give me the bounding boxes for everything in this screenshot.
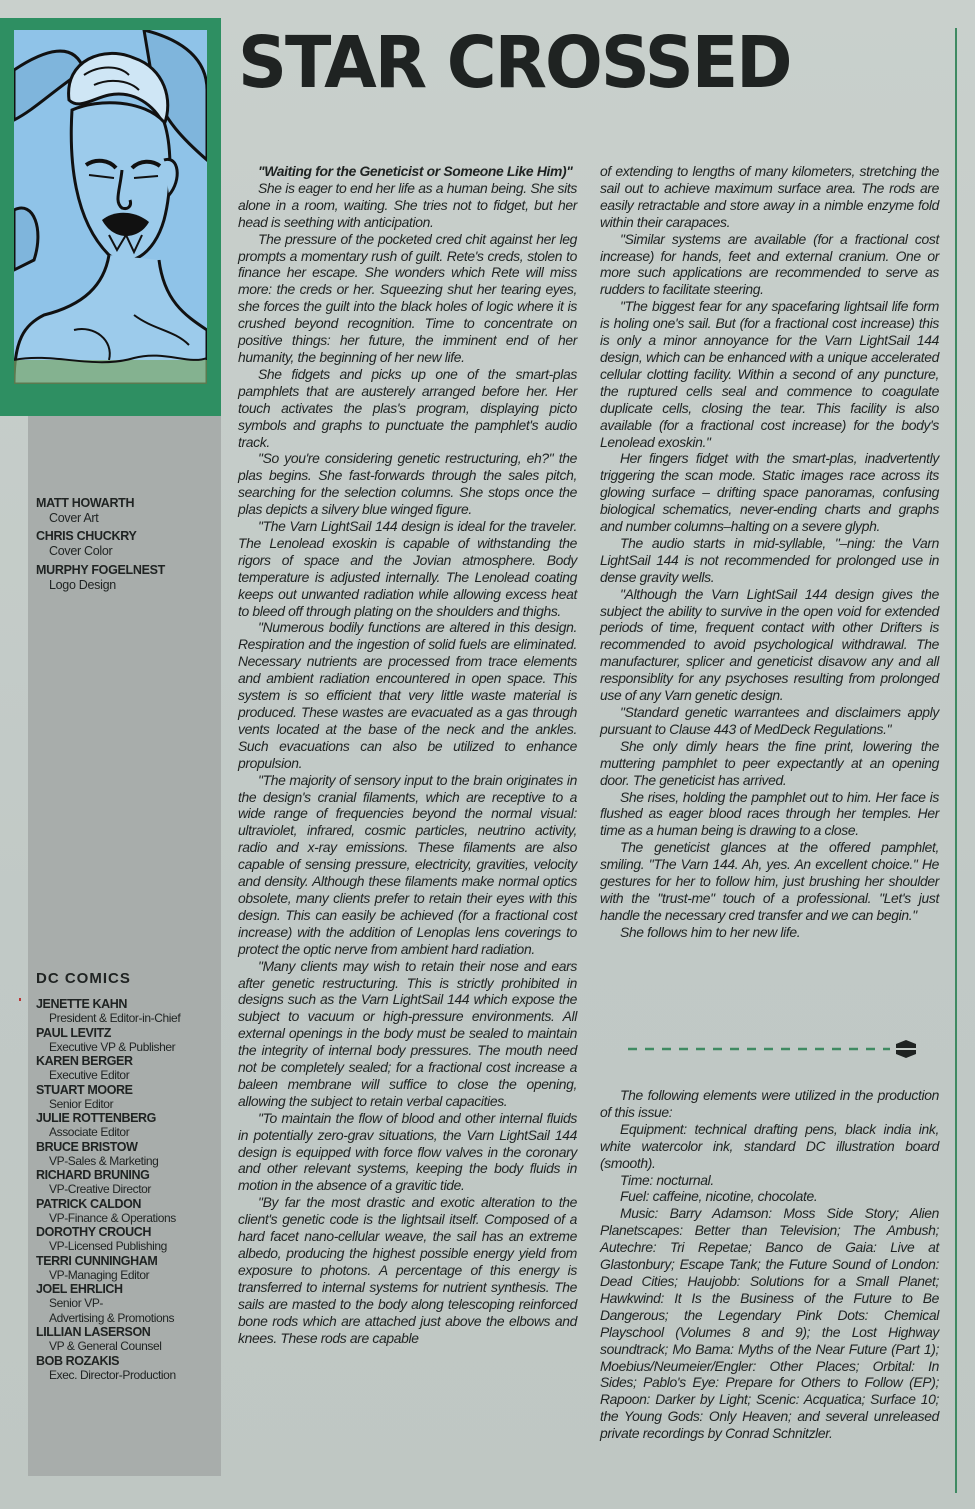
production-line: Time: nocturnal.	[620, 1171, 714, 1188]
story-paragraph: "By far the most drastic and exotic alteration to the client's genetic code is the lightsail itself. Composed of a hard facet nano-cellular weave, the sail has an extreme albedo, producing the highest possible energy yield from exposure to photons. A percentage of this energy is transferred to internal systems for nutrient synthesis. The sails are masted to the body along telescoping reinforced bone rods which are attached just above the elbows and knees. These rods are capable	[238, 1194, 577, 1346]
credit-entry	[36, 563, 165, 593]
staff-entry	[36, 1354, 221, 1383]
staff-role: Exec. Director-Production	[49, 1367, 176, 1382]
publisher-heading: DC COMICS	[36, 970, 131, 987]
story-column-right	[600, 163, 939, 941]
production-line: The following elements were utilized in the production of this issue:	[600, 1087, 939, 1120]
story-paragraph: "Similar systems are available (for a fractional cost increase) for hands, feet and external cranium. One or more such applications are recommended to serve as rudders to facilitate steering.	[600, 230, 939, 298]
staff-name: BOB ROZAKIS	[36, 1353, 120, 1368]
story-paragraph: "Although the Varn LightSail 144 design gives the subject the ability to survive in the open void for extended periods of time, frequent contact with other Drifters is recommended to avoid psychological withdrawal. The manufacturer, splicer and geneticist disavow any and all responsiblity for any psychoses resulting from prolonged use of any Varn genetic design.	[600, 585, 939, 704]
staff-name: BRUCE BRISTOW	[36, 1139, 138, 1154]
staff-role: Senior Editor	[49, 1096, 114, 1111]
story-column-left	[238, 163, 577, 1346]
right-margin-rule	[955, 28, 957, 1493]
credit-role: Cover Art	[49, 511, 99, 525]
staff-entry	[36, 1282, 221, 1325]
staff-name: STUART MOORE	[36, 1082, 133, 1097]
story-title: STAR CROSSED	[238, 22, 791, 105]
story-paragraph: "So you're considering genetic restructuring, eh?" the plas begins. She fast-forwards through the sales pitch, searching for the selection columns. She stops once the plas depicts a silvery blue winged figure.	[238, 450, 577, 518]
staff-role: Associate Editor	[49, 1125, 130, 1139]
story-paragraph: "Numerous bodily functions are altered in this design. Respiration and the ingestion of solid fuels are eliminated. Necessary nutrients are processed from trace elements and ambient radiation encountered in open space. This system is so efficient that very little waste material is produced. These wastes are evacuated as a gas through vents located at the base of the neck and the ankles. Such evacuations can also be utilized to enhance propulsion.	[238, 619, 577, 771]
story-paragraph: "Standard genetic warrantees and disclaimers apply pursuant to Clause 443 of MedDeck Regulations."	[600, 704, 939, 737]
production-line: Music: Barry Adamson: Moss Side Story; Alien Planetscapes: Better than Television; The Ambush; Autechre: Tri Repetae; Banco de Gaia: Live at Glastonbury; Escape Tank; the Future Sound of London: Dead Cities; Haujobb: Solutions for a Small Planet; Hawkwind: It Is the Business of the Future to Be Dangerous; the Legendary Pink Dots: Chemical Playschool (Volumes 8 and 9); the Lost Highway soundtrack; Mo Bama: Myths of the Near Future (Part 1); Moebius/Neumeier/Engler: Other Places; Orbital: In Sides; Pablo's Eye: Prepare for Others to Follow (EP); Rapoon: Darker by Light; Scenic: Acquatica; Surface 10; the Young Gods: Only Heaven; and several unreleased private recordings by Conrad Schnitzler.	[600, 1205, 939, 1442]
story-paragraph: "The biggest fear for any spacefaring lightsail life form is holing one's sail. But (for a fractional cost increase) this is only a minor annoyance for the Varn LightSail 144 design, which can be enhanced with a unique accelerated cellular clotting facility. Within a second of any puncture, the ruptured cells seal and commence to coagulate duplicate cells, closing the tear. This facility is also available (for a fractional cost increase) for the body's Lenolead exoskin."	[600, 298, 939, 450]
staff-entry	[36, 1111, 221, 1140]
production-line: Equipment: technical drafting pens, black india ink, white watercolor ink, standard DC illustration board (smooth).	[600, 1120, 939, 1171]
story-paragraph: The geneticist glances at the offered pamphlet, smiling. "The Varn 144. Ah, yes. An excellent choice." He gestures for her to follow him, just brushing her shoulder with the "trust-me" touch of a professional. "Let's just handle the necessary cred transfer and we can begin."	[600, 839, 939, 923]
credit-name: CHRIS CHUCKRY	[36, 529, 137, 543]
credit-name: MURPHY FOGELNEST	[36, 563, 166, 577]
credit-role: Cover Color	[49, 544, 113, 558]
staff-name: PATRICK CALDON	[36, 1196, 142, 1211]
credit-role: Logo Design	[49, 578, 116, 592]
staff-role: VP-Licensed Publishing	[49, 1239, 167, 1253]
story-paragraph: She rises, holding the pamphlet out to him. Her face is flushed as eager blood races through her temples. Her time as a human being is drawing to a close.	[600, 788, 939, 839]
staff-role: Executive Editor	[49, 1068, 130, 1082]
staff-entry	[36, 1054, 221, 1083]
story-paragraph: She fidgets and picks up one of the smart-plas pamphlets that are austerely arranged before her. Her touch activates the plas's program, displaying picto symbols and graphs to punctuate the pamphlet's audio track.	[238, 365, 577, 450]
staff-entry	[36, 1083, 221, 1112]
staff-role: President & Editor-in-Chief	[49, 1011, 181, 1025]
credit-name: MATT HOWARTH	[36, 496, 135, 510]
staff-entry	[36, 1140, 221, 1169]
story-paragraph: The audio starts in mid-syllable, "–ning: the Varn LightSail 144 is not recommended for prolonged use in dense gravity wells.	[600, 534, 939, 585]
staff-name: TERRI CUNNINGHAM	[36, 1253, 158, 1268]
staff-entry	[36, 1026, 221, 1055]
story-paragraph-continued: of extending to lengths of many kilometers, stretching the sail out to achieve maximum surface area. The rods are easily retractable and store away in a nimble enzyme fold within their carapaces.	[600, 163, 939, 230]
staff-name: LILLIAN LASERSON	[36, 1325, 151, 1339]
story-paragraph: The pressure of the pocketed cred chit against her leg prompts a momentary rush of guilt. Rete's creds, stolen to finance her escape. She wonders which Rete will miss more: the creds or her. Squeezing shut her tearing eyes, she forces the guilt into the black holes of logic where it is crushed beyond recognition. Time to concentrate on positive things: her future, the imminent end of her humanity, the beginning of her new life.	[238, 230, 577, 365]
story-paragraph: "The Varn LightSail 144 design is ideal for the traveler. The Lenolead exoskin is capable of withstanding the rigors of space and the Jovian atmosphere. Body temperature is adjusted internally. The Lenolead coating keeps out unwanted radiation while allowing excess heat to bleed off through plating on the shoulders and thighs.	[238, 518, 577, 619]
credit-entry	[36, 529, 137, 559]
production-notes	[600, 1087, 939, 1442]
staff-name: JENETTE KAHN	[36, 997, 128, 1011]
staff-role: Senior VP-	[49, 1296, 104, 1310]
staff-entry	[36, 997, 221, 1026]
staff-entry	[36, 1325, 221, 1354]
staff-name: JULIE ROTTENBERG	[36, 1111, 156, 1125]
red-mark	[19, 998, 21, 1001]
story-paragraph: She follows him to her new life.	[620, 923, 801, 940]
staff-role: VP-Managing Editor	[49, 1267, 150, 1282]
staff-role: VP-Sales & Marketing	[49, 1153, 159, 1168]
staff-entry	[36, 1168, 221, 1197]
staff-role: VP-Creative Director	[49, 1182, 152, 1196]
story-paragraph: "The majority of sensory input to the brain originates in the design's cranial filaments, which are receptive to a wide range of frequencies beyond the normal visual: ultraviolet, infrared, cosmic particles, neutrino activity, radio and x-ray emissions. These filaments are also capable of sensing pressure, electricity, gravities, velocity and density. Although these filaments make normal optics obsolete, many clients prefer to retain their eyes with this design. This can easily be achieved (for a fractional cost increase) with the addition of Lenoplas lens coverings to protect the optic nerve from ambient hard radiation.	[238, 771, 577, 957]
story-paragraph: She is eager to end her life as a human being. She sits alone in a room, waiting. She tries not to fidget, but her head is seething with anticipation.	[238, 179, 577, 230]
staff-entry	[36, 1225, 221, 1254]
staff-role: Executive VP & Publisher	[49, 1039, 176, 1054]
staff-entry	[36, 1197, 221, 1226]
story-paragraph: "Many clients may wish to retain their nose and ears after genetic restructuring. This is strictly prohibited in designs such as the Varn LightSail 144 which expose the subject to vacuum or high-pressure environments. All external openings in the body must be sealed to maintain the integrity of internal body pressures. The mouth need not be completely sealed; for a fractional cost increase a baleen membrane will suffice to close the opening, allowing the subject to retain verbal capacities.	[238, 957, 577, 1109]
staff-name: DOROTHY CROUCH	[36, 1225, 152, 1239]
story-paragraph: She only dimly hears the fine print, lowering the muttering pamphlet to peer expectantly at an opening door. The geneticist has arrived.	[600, 737, 939, 788]
story-heading: "Waiting for the Geneticist or Someone Like Him)"	[258, 163, 573, 179]
staff-name: KAREN BERGER	[36, 1054, 133, 1068]
staff-role: VP-Finance & Operations	[49, 1210, 176, 1225]
staff-role: VP & General Counsel	[49, 1339, 162, 1353]
staff-entry	[36, 1254, 221, 1283]
staff-name: RICHARD BRUNING	[36, 1168, 150, 1182]
staff-role-continued: Advertising & Promotions	[49, 1310, 175, 1325]
production-line: Fuel: caffeine, nicotine, chocolate.	[620, 1188, 818, 1205]
credit-entry	[36, 496, 134, 526]
staff-name: JOEL EHRLICH	[36, 1282, 123, 1296]
staff-name: PAUL LEVITZ	[36, 1025, 112, 1040]
story-paragraph: Her fingers fidget with the smart-plas, inadvertently triggering the scan mode. Static images race across its glowing surface – drifting space panoramas, confusing biological schematics, never-ending charts and graphs and number columns–halting on a severe glyph.	[600, 450, 939, 535]
story-paragraph: "To maintain the flow of blood and other internal fluids in potentially zero-grav situations, the Varn LightSail 144 design is equipped with force flow valves in the coronary and other relevant systems, keeping the body fluids in motion in the absence of a gravitic tide.	[238, 1109, 577, 1194]
portrait-illustration	[14, 30, 207, 384]
staff-list	[36, 997, 221, 1382]
end-divider	[628, 1040, 918, 1058]
